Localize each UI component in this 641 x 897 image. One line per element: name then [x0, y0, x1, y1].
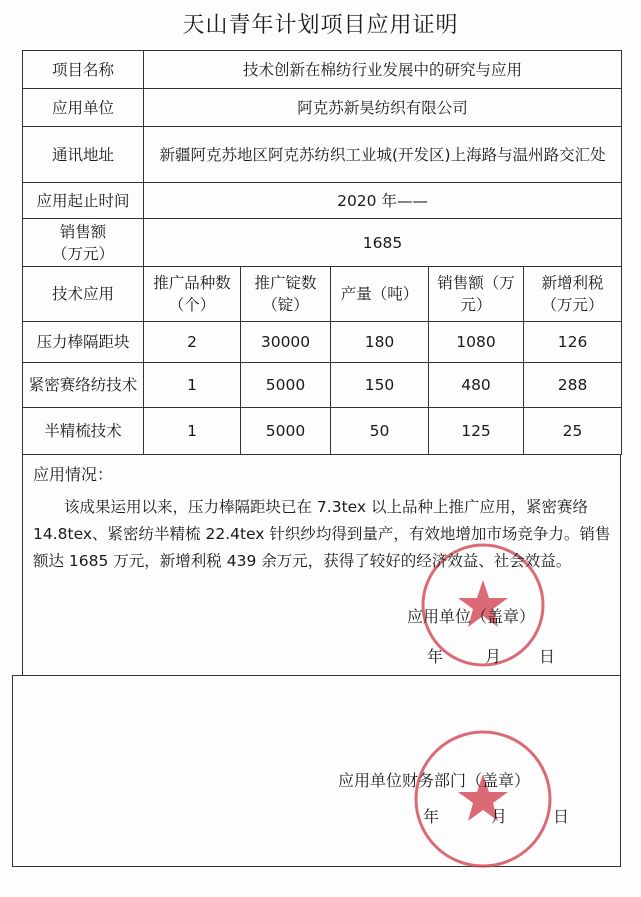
finance-stamp [412, 728, 554, 870]
header-cell: 推广锭数（锭） [241, 267, 331, 322]
date-day: 日 [539, 647, 556, 666]
table-row [23, 363, 622, 408]
finance-date-year: 年 [423, 807, 440, 826]
info-row [23, 51, 622, 89]
info-label: 应用起止时间 [23, 183, 144, 219]
finance-date-day: 日 [553, 807, 570, 826]
info-row [23, 219, 622, 267]
info-value: 新疆阿克苏地区阿克苏纺织工业城(开发区)上海路与温州路交汇处 [144, 127, 622, 183]
application-text: 该成果运用以来，压力棒隔距块已在 7.3tex 以上品种上推广应用，紧密赛络 14.8tex、紧密纺半精梳 22.4tex 针织纱均得到量产，有效地增加市场竞争力。销售额达 1685 万元，新增利税 439 余万元，获得了较好的经济效益、社会效益。 [33, 498, 611, 570]
info-row [23, 89, 622, 127]
date-year: 年 [427, 647, 444, 666]
header-cell: 技术应用 [23, 267, 144, 322]
table-cell: 2 [144, 322, 241, 363]
tech-header-row [23, 267, 622, 322]
table-cell: 5000 [241, 408, 331, 455]
info-label: 通讯地址 [23, 127, 144, 183]
finance-date-month: 月 [491, 807, 508, 826]
table-cell: 压力棒隔距块 [23, 322, 144, 363]
seal-label: 应用单位（盖章） [407, 607, 536, 626]
table-row [23, 322, 622, 363]
table-cell: 1 [144, 363, 241, 408]
table-cell: 288 [524, 363, 622, 408]
date-month: 月 [485, 647, 502, 666]
table-cell: 126 [524, 322, 622, 363]
header-cell: 产量（吨） [331, 267, 429, 322]
table-cell: 480 [429, 363, 524, 408]
finance-seal-label: 应用单位财务部门（盖章） [338, 771, 531, 790]
info-label: 项目名称 [23, 51, 144, 89]
table-cell: 30000 [241, 322, 331, 363]
info-value: 阿克苏新昊纺织有限公司 [144, 89, 622, 127]
table-cell: 紧密赛络纺技术 [23, 363, 144, 408]
header-cell: 推广品种数（个） [144, 267, 241, 322]
info-value: 2020 年—— [144, 183, 622, 219]
header-cell: 新增利税（万元） [524, 267, 622, 322]
header-cell: 销售额（万元） [429, 267, 524, 322]
project-table [22, 50, 622, 455]
table-cell: 5000 [241, 363, 331, 408]
table-cell: 半精梳技术 [23, 408, 144, 455]
document-title: 天山青年计划项目应用证明 [182, 13, 459, 38]
table-cell: 1 [144, 408, 241, 455]
info-row [23, 183, 622, 219]
table-cell: 1080 [429, 322, 524, 363]
info-value: 技术创新在棉纺行业发展中的研究与应用 [144, 51, 622, 89]
table-cell: 25 [524, 408, 622, 455]
info-row [23, 127, 622, 183]
application-heading: 应用情况： [33, 465, 114, 484]
table-cell: 125 [429, 408, 524, 455]
table-row [23, 408, 622, 455]
info-label: 应用单位 [23, 89, 144, 127]
info-value: 1685 [144, 219, 622, 267]
info-label: 销售额（万元） [23, 219, 144, 267]
table-cell: 50 [331, 408, 429, 455]
table-cell: 150 [331, 363, 429, 408]
table-cell: 180 [331, 322, 429, 363]
